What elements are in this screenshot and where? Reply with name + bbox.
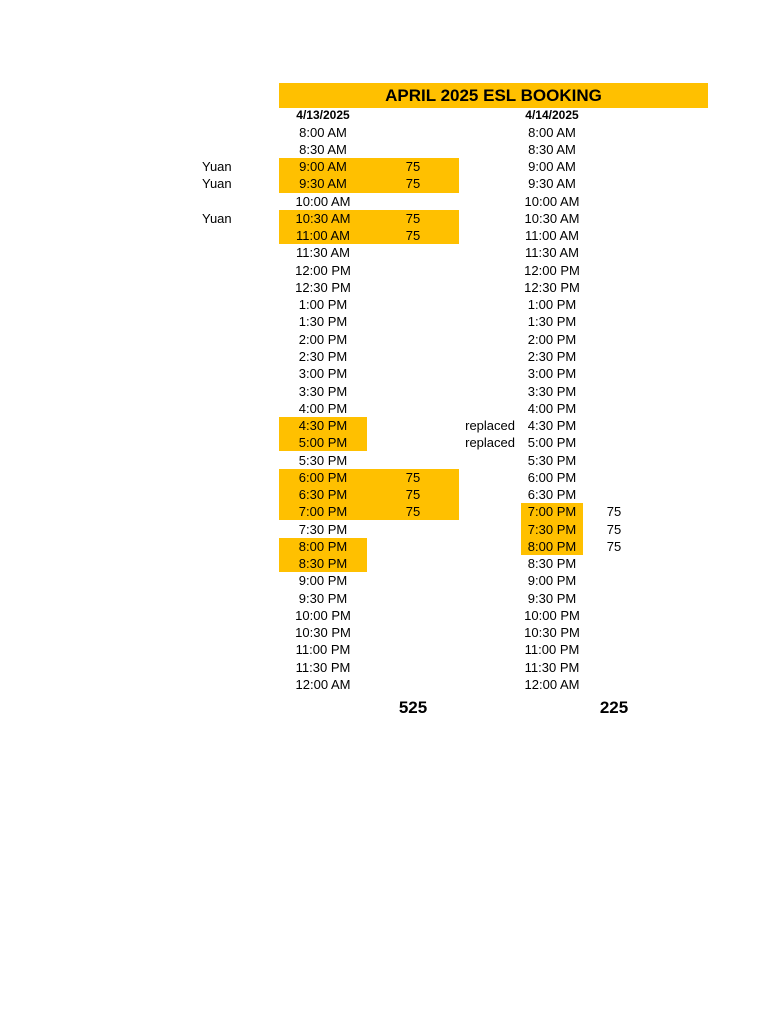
time-slot-day2: 10:00 PM (524, 607, 580, 623)
student-name (202, 538, 272, 555)
time-slot-day1: 11:00 AM (279, 227, 367, 244)
table-row (0, 641, 768, 658)
table-row (0, 555, 768, 572)
student-name (202, 434, 272, 451)
table-row (0, 279, 768, 296)
fee-day2 (583, 175, 645, 192)
time-slot-day2: 7:00 PM (521, 503, 583, 520)
table-row (0, 538, 768, 555)
time-slot-day2: 8:00 AM (528, 124, 576, 140)
slot-note-day2 (445, 607, 515, 624)
fee-day2 (583, 158, 645, 175)
student-name (202, 227, 272, 244)
table-row (0, 486, 768, 503)
table-row (0, 469, 768, 486)
time-slot-day2: 6:30 PM (527, 487, 577, 503)
student-name (202, 400, 272, 417)
time-slot-day2: 6:00 PM (527, 469, 577, 485)
student-name (202, 417, 272, 434)
table-row (0, 417, 768, 434)
sheet-title: APRIL 2025 ESL BOOKING (279, 83, 708, 108)
student-name (202, 607, 272, 624)
student-name (202, 382, 272, 399)
fee-day2 (583, 607, 645, 624)
fee-day2 (583, 451, 645, 468)
time-slot-day2: 9:00 PM (527, 573, 577, 589)
fee-day2: 75 (606, 538, 622, 554)
slot-note-day2 (445, 227, 515, 244)
slot-note-day2 (445, 365, 515, 382)
table-row (0, 141, 768, 158)
student-name (202, 520, 272, 537)
fee-day2 (583, 193, 645, 210)
time-slot-day1: 6:30 PM (279, 486, 367, 503)
slot-note-day2 (445, 158, 515, 175)
student-name (202, 124, 272, 141)
slot-note-day2 (445, 175, 515, 192)
total-day2: 225 (599, 698, 629, 717)
slot-note-day2 (445, 348, 515, 365)
fee-day1: 75 (367, 158, 459, 175)
slot-note-day2 (445, 451, 515, 468)
student-name (202, 624, 272, 641)
fee-day2 (583, 469, 645, 486)
time-slot-day1: 11:30 PM (295, 659, 351, 675)
fee-day2 (583, 141, 645, 158)
student-name (202, 503, 272, 520)
time-slot-day2: 1:00 PM (527, 297, 577, 313)
time-slot-day2: 11:30 PM (524, 659, 580, 675)
fee-day2 (583, 641, 645, 658)
student-name (202, 641, 272, 658)
time-slot-day1: 10:00 PM (295, 607, 351, 623)
table-row (0, 400, 768, 417)
table-row (0, 244, 768, 261)
fee-day2 (583, 590, 645, 607)
student-name (202, 262, 272, 279)
time-slot-day1: 5:30 PM (298, 452, 348, 468)
fee-day1: 75 (367, 503, 459, 520)
student-name (202, 365, 272, 382)
table-row (0, 175, 768, 192)
table-row (0, 520, 768, 537)
time-slot-day2: 5:30 PM (527, 452, 577, 468)
fee-day2 (583, 434, 645, 451)
date-header-day1: 4/13/2025 (296, 108, 350, 122)
student-name (202, 193, 272, 210)
table-row (0, 607, 768, 624)
slot-note-day2 (445, 141, 515, 158)
slot-note-day2 (445, 331, 515, 348)
time-slot-day2: 3:00 PM (527, 366, 577, 382)
time-slot-day2: 5:00 PM (527, 435, 577, 451)
fee-day2 (583, 227, 645, 244)
table-row (0, 434, 768, 451)
slot-note-day2 (445, 400, 515, 417)
slot-note-day2 (445, 590, 515, 607)
time-slot-day2: 10:00 AM (524, 193, 580, 209)
student-name: Yuan (202, 176, 232, 192)
student-name (202, 244, 272, 261)
time-slot-day1: 10:00 AM (295, 193, 351, 209)
fee-day2 (583, 296, 645, 313)
fee-day2 (583, 659, 645, 676)
time-slot-day1: 12:30 PM (295, 279, 351, 295)
time-slot-day1: 11:00 PM (295, 642, 351, 658)
time-slot-day1: 10:30 PM (295, 625, 351, 641)
time-slot-day2: 8:30 PM (527, 556, 577, 572)
student-name (202, 572, 272, 589)
student-name (202, 659, 272, 676)
student-name (202, 590, 272, 607)
table-row (0, 624, 768, 641)
table-row (0, 331, 768, 348)
time-slot-day1: 12:00 AM (295, 676, 351, 692)
table-row (0, 210, 768, 227)
table-row (0, 296, 768, 313)
student-name (202, 348, 272, 365)
fee-day2 (583, 555, 645, 572)
slot-note-day2 (445, 296, 515, 313)
time-slot-day1: 12:00 PM (295, 262, 351, 278)
slot-note-day2 (445, 572, 515, 589)
time-slot-day1: 7:30 PM (298, 521, 348, 537)
time-slot-day1: 8:00 AM (299, 124, 347, 140)
time-slot-day2: 11:30 AM (525, 245, 579, 261)
time-slot-day2: 2:30 PM (527, 349, 577, 364)
time-slot-day1: 1:30 PM (298, 314, 348, 330)
table-row (0, 382, 768, 399)
slot-note-day2 (445, 279, 515, 296)
time-slot-day1: 11:30 AM (296, 245, 350, 261)
table-row (0, 313, 768, 330)
fee-day2 (583, 382, 645, 399)
table-row (0, 348, 768, 365)
slot-note-day2 (445, 262, 515, 279)
fee-day2 (583, 210, 645, 227)
fee-day1: 75 (367, 210, 459, 227)
time-slot-day2: 9:30 PM (527, 590, 577, 606)
fee-day2 (583, 486, 645, 503)
time-slot-day1: 6:00 PM (279, 469, 367, 486)
slot-note-day2 (445, 520, 515, 537)
slot-note-day2 (445, 503, 515, 520)
time-slot-day2: 8:30 AM (528, 141, 576, 157)
table-row (0, 676, 768, 693)
time-slot-day1: 8:00 PM (279, 538, 367, 555)
slot-note-day2: replaced (465, 418, 515, 434)
fee-day2 (583, 676, 645, 693)
fee-day2 (583, 624, 645, 641)
table-row (0, 158, 768, 175)
time-slot-day2: 11:00 AM (525, 228, 579, 244)
time-slot-day1: 4:00 PM (298, 400, 348, 416)
time-slot-day1: 10:30 AM (279, 210, 367, 227)
slot-note-day2 (445, 313, 515, 330)
time-slot-day1: 7:00 PM (279, 503, 367, 520)
table-row (0, 365, 768, 382)
table-row (0, 227, 768, 244)
slot-note-day2 (445, 624, 515, 641)
fee-day2 (583, 279, 645, 296)
time-slot-day1: 9:30 PM (298, 590, 348, 606)
student-name (202, 486, 272, 503)
time-slot-day2: 9:00 AM (528, 159, 576, 175)
time-slot-day2: 2:00 PM (527, 331, 577, 347)
table-row (0, 659, 768, 676)
slot-note-day2 (445, 555, 515, 572)
slot-note-day2 (445, 469, 515, 486)
fee-day1: 75 (367, 486, 459, 503)
slot-note-day2 (445, 486, 515, 503)
student-name (202, 555, 272, 572)
time-slot-day2: 4:00 PM (527, 400, 577, 416)
fee-day2 (583, 417, 645, 434)
time-slot-day1: 8:30 AM (299, 141, 347, 157)
student-name (202, 676, 272, 693)
time-slot-day2: 12:00 AM (524, 676, 580, 692)
slot-note-day2 (445, 676, 515, 693)
student-name (202, 279, 272, 296)
time-slot-day1: 9:30 AM (279, 175, 367, 192)
slot-note-day2: replaced (465, 435, 515, 451)
fee-day2: 75 (606, 504, 622, 520)
slot-note-day2 (445, 193, 515, 210)
fee-day1: 75 (367, 227, 459, 244)
fee-day2 (583, 124, 645, 141)
time-slot-day1: 5:00 PM (279, 434, 367, 451)
time-slot-day2: 4:30 PM (527, 418, 577, 434)
time-slot-day1: 3:30 PM (298, 383, 348, 399)
student-name (202, 331, 272, 348)
time-slot-day2: 7:30 PM (521, 520, 583, 537)
time-slot-day2: 8:00 PM (521, 538, 583, 555)
time-slot-day2: 10:30 PM (524, 625, 580, 641)
time-slot-day2: 12:30 PM (524, 279, 580, 295)
fee-day2 (583, 572, 645, 589)
slot-note-day2 (445, 210, 515, 227)
total-day1: 525 (398, 698, 428, 717)
table-row (0, 193, 768, 210)
table-row (0, 262, 768, 279)
time-slot-day1: 2:00 PM (298, 331, 348, 347)
time-slot-day2: 9:30 AM (528, 176, 576, 192)
time-slot-day1: 9:00 AM (279, 158, 367, 175)
table-row (0, 590, 768, 607)
fee-day2 (583, 348, 645, 365)
student-name: Yuan (202, 210, 232, 226)
fee-day2 (583, 365, 645, 382)
fee-day2 (583, 262, 645, 279)
slot-note-day2 (445, 124, 515, 141)
student-name (202, 313, 272, 330)
slot-note-day2 (445, 382, 515, 399)
time-slot-day2: 11:00 PM (524, 642, 580, 658)
slot-note-day2 (445, 659, 515, 676)
student-name (202, 469, 272, 486)
fee-day2: 75 (606, 521, 622, 537)
slot-note-day2 (445, 641, 515, 658)
time-slot-day2: 1:30 PM (527, 314, 577, 330)
date-header-day2: 4/14/2025 (525, 108, 579, 122)
time-slot-day1: 1:00 PM (298, 297, 348, 313)
time-slot-day2: 3:30 PM (527, 383, 577, 399)
time-slot-day2: 12:00 PM (524, 262, 580, 278)
time-slot-day1: 2:30 PM (298, 349, 348, 364)
time-slot-day1: 4:30 PM (279, 417, 367, 434)
table-row (0, 572, 768, 589)
table-row (0, 451, 768, 468)
fee-day2 (583, 244, 645, 261)
fee-day2 (583, 331, 645, 348)
time-slot-day1: 3:00 PM (298, 366, 348, 382)
fee-day2 (583, 313, 645, 330)
table-row (0, 503, 768, 520)
student-name (202, 296, 272, 313)
student-name (202, 451, 272, 468)
time-slot-day1: 9:00 PM (298, 573, 348, 589)
student-name (202, 141, 272, 158)
fee-day1: 75 (367, 469, 459, 486)
slot-note-day2 (445, 538, 515, 555)
table-row (0, 124, 768, 141)
slot-note-day2 (445, 244, 515, 261)
student-name: Yuan (202, 159, 232, 175)
time-slot-day2: 10:30 AM (524, 210, 580, 226)
fee-day1: 75 (367, 175, 459, 192)
fee-day2 (583, 400, 645, 417)
time-slot-day1: 8:30 PM (279, 555, 367, 572)
